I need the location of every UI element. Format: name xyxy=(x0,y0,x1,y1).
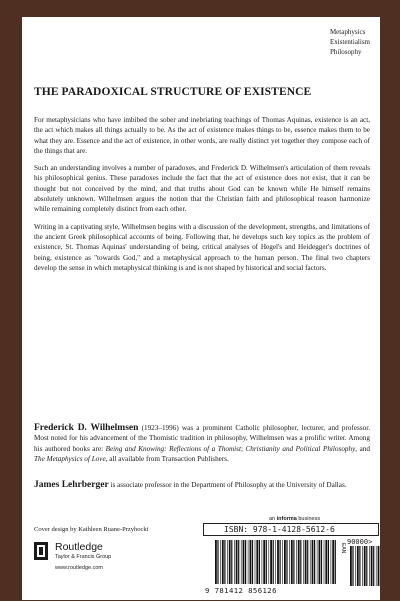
description-paragraph: Writing in a captivating style, Wilhelmsen begins with a discussion of the development, strengths, and limitations of the ancient Greek philosophical accounts of being. Following that, he develops such key topics as the problem of existence, St. Thomas Aquinas' understanding of being, critical analyses of Hegel's and Heidegger's doctrines of being, existence as "towards God," and a metaphysical approach to the human person. The final two chapters develop the sense in which metaphysical thinking is and is not shaped by historical and social factors. xyxy=(34,222,370,272)
subject-item: Existentialism xyxy=(329,38,370,46)
addon-barcode-image xyxy=(350,546,380,586)
back-cover-panel xyxy=(22,17,380,600)
description-paragraph: For metaphysicians who have imbibed the sober and inebriating teachings of Thomas Aquinas, existence is an act, the act which makes all things actually to be. As the act of existence makes things to be, essence makes them to be what they are. Essence and the act of existence, in other words, are really distinct yet together they compose each of the things that are. xyxy=(34,116,370,155)
book-title: THE PARADOXICAL STRUCTURE OF EXISTENCE xyxy=(34,86,312,98)
cover-credit: Cover design by Kathleen Ruane-Przyhocki xyxy=(34,526,149,533)
author-bio xyxy=(34,423,370,464)
publisher-name: Routledge xyxy=(55,541,103,553)
bio-text: , and xyxy=(355,444,370,453)
barcode-number: 9 781412 856126 xyxy=(205,586,277,595)
book-ref: Christianity and Political Philosophy xyxy=(245,444,356,453)
barcode-block xyxy=(203,523,379,601)
bio-text: (1923–1996) was a prominent Catholic philosopher, lecturer, and professor. Most noted for his advancement of the Thomistic tradition in philosophy, Wilhelmsen was a prolific writer. Among his authored books are: xyxy=(34,424,371,453)
subject-item: Metaphysics xyxy=(329,28,366,36)
publisher-block xyxy=(55,542,111,561)
bio-text: is associate professor in the Department of Philosophy at the University of Dallas. xyxy=(108,481,347,489)
bio-text: , all available from Transaction Publishers. xyxy=(105,454,229,463)
author-name: Frederick D. Wilhelmsen xyxy=(34,423,139,433)
subject-item: Philosophy xyxy=(329,48,362,56)
addon-number: 90000> xyxy=(347,538,373,546)
bio-text: ; xyxy=(240,444,246,453)
editor-bio xyxy=(34,480,370,490)
publisher-url: www.routledge.com xyxy=(55,565,103,571)
isbn-label: ISBN: 978-1-4128-5612-6 xyxy=(203,523,379,536)
informa-business-label: an informa business xyxy=(269,516,321,522)
publisher-group: Taylor & Francis Group xyxy=(55,554,112,560)
description-paragraph: Such an understanding involves a number of paradoxes, and Frederick D. Wilhelmsen's articulation of them reveals his philosophical genius. These paradoxes include the fact that the act of existence does not exist, that it can be thought but not conceived by the mind, and that truths about God can be known while He himself remains absolutely unknown. Wilhelmsen argues the notion that the Christian faith and philosophical reason harmonize while remaining completely distinct from each other. xyxy=(34,164,370,214)
description xyxy=(34,115,370,280)
editor-name: James Lehrberger xyxy=(34,480,109,490)
book-ref: Being and Knowing: Reflections of a Thomist xyxy=(105,444,241,453)
book-ref: The Metaphysics of Love xyxy=(34,454,106,463)
routledge-logo-icon xyxy=(34,542,48,560)
ean-label: EAN xyxy=(340,543,346,554)
barcode-image xyxy=(215,540,337,584)
subject-list xyxy=(330,27,370,57)
